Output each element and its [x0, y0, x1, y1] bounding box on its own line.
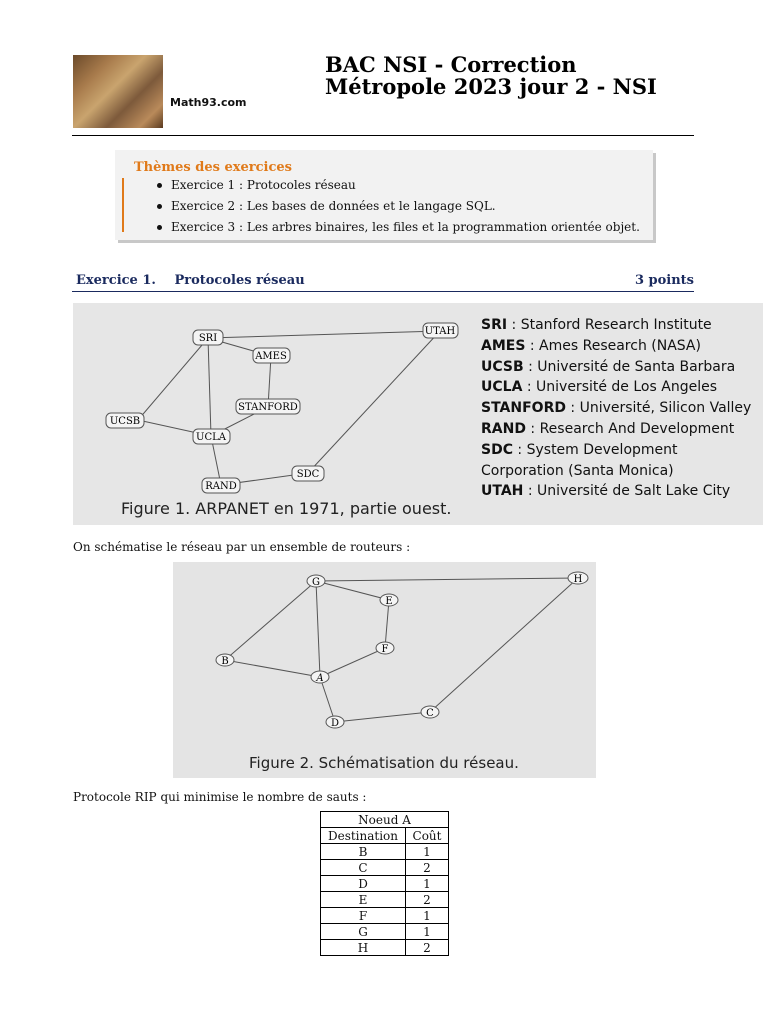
link-g-h [316, 578, 578, 581]
title-line-2: Métropole 2023 jour 2 - NSI [325, 74, 657, 99]
node-sdc: SDC [296, 469, 320, 480]
table-title: Noeud A [321, 812, 449, 828]
table-header-row [321, 828, 449, 844]
title-line-1: BAC NSI - Correction [325, 52, 577, 77]
figure-network-schema [173, 562, 596, 778]
figure2-caption: Figure 2. Schématisation du réseau. [249, 754, 519, 772]
node-ames: AMES [255, 351, 287, 362]
themes-title: Thèmes des exercices [134, 160, 292, 175]
table-row: E 2 [321, 892, 449, 908]
node-utah: UTAH [424, 326, 456, 337]
table-row: D 1 [321, 876, 449, 892]
link-g-e [316, 581, 389, 600]
node-ucla: UCLA [196, 432, 226, 443]
router-c: C [426, 708, 434, 719]
exercise-label: Exercice 1. [76, 273, 156, 288]
link-b-a [225, 660, 320, 677]
link-sdc-utah [308, 331, 440, 473]
figure1-caption: Figure 1. ARPANET en 1971, partie ouest. [121, 499, 452, 518]
router-nodes [216, 572, 588, 729]
arpanet-nodes [106, 323, 458, 493]
header-cost: Coût [406, 828, 449, 844]
link-sri-utah [208, 331, 440, 338]
rip-table [320, 811, 449, 956]
legend-entry: UCLA : Université de Los Angeles [481, 379, 717, 396]
table-row: C 2 [321, 860, 449, 876]
table-title-row [321, 812, 449, 828]
node-ucsb: UCSB [109, 416, 141, 427]
arpanet-legend [481, 315, 751, 502]
figure-arpanet [73, 303, 763, 525]
legend-entry: STANFORD : Université, Silicon Valley [481, 400, 752, 417]
logo-image [73, 55, 163, 128]
theme-item: Exercice 1 : Protocoles réseau [147, 175, 640, 196]
themes-accent-bar [122, 178, 124, 232]
legend-entry: SDC : System Development [481, 441, 678, 458]
link-sri-ucla [208, 338, 211, 436]
table-row: H 2 [321, 940, 449, 956]
paragraph-rip: Protocole RIP qui minimise le nombre de sauts : [73, 790, 367, 804]
link-d-c [335, 712, 430, 722]
bullet-icon [157, 204, 162, 209]
exercise-title: Protocoles réseau [174, 273, 305, 288]
header-rule [72, 135, 694, 136]
legend-entry: UCSB : Université de Santa Barbara [481, 358, 736, 375]
table-row: F 1 [321, 908, 449, 924]
link-g-b [225, 581, 316, 660]
paragraph-routers: On schématise le réseau par un ensemble de routeurs : [73, 540, 411, 554]
legend-entry: AMES : Ames Research (NASA) [481, 337, 701, 354]
legend-entry: Corporation (Santa Monica) [481, 462, 674, 479]
legend-entry: SRI : Stanford Research Institute [481, 317, 712, 333]
router-e: E [385, 596, 393, 607]
theme-item: Exercice 3 : Les arbres binaires, les files et la programmation orientée objet. [147, 217, 640, 238]
router-links [225, 578, 578, 722]
exercise-points: 3 points [634, 273, 694, 288]
table-row: B 1 [321, 844, 449, 860]
legend-entry: RAND : Research And Development [481, 420, 735, 437]
link-e-f [385, 600, 389, 648]
node-stanford: STANFORD [238, 402, 298, 413]
exercise-heading [76, 273, 694, 288]
router-graph [173, 562, 596, 778]
exercise-rule [72, 291, 694, 292]
link-c-h [430, 578, 578, 712]
router-h: H [573, 574, 583, 585]
link-f-a [320, 648, 385, 677]
router-a: A [316, 673, 324, 684]
legend-entry: UTAH : Université de Salt Lake City [481, 483, 731, 500]
router-g: G [312, 577, 320, 588]
bullet-icon [157, 183, 162, 188]
link-sri-ucsb [138, 338, 208, 420]
router-d: D [330, 718, 340, 729]
bullet-icon [157, 225, 162, 230]
node-rand: RAND [205, 481, 237, 492]
router-f: F [381, 644, 389, 655]
table-row: G 1 [321, 924, 449, 940]
node-sri: SRI [198, 333, 218, 344]
link-g-a [316, 581, 320, 677]
header-destination: Destination [321, 828, 406, 844]
theme-item: Exercice 2 : Les bases de données et le langage SQL. [147, 196, 640, 217]
themes-box [115, 150, 653, 240]
router-b: B [221, 656, 229, 667]
site-name: Math93.com [170, 96, 247, 109]
themes-list [147, 175, 640, 238]
page-title [325, 54, 657, 98]
